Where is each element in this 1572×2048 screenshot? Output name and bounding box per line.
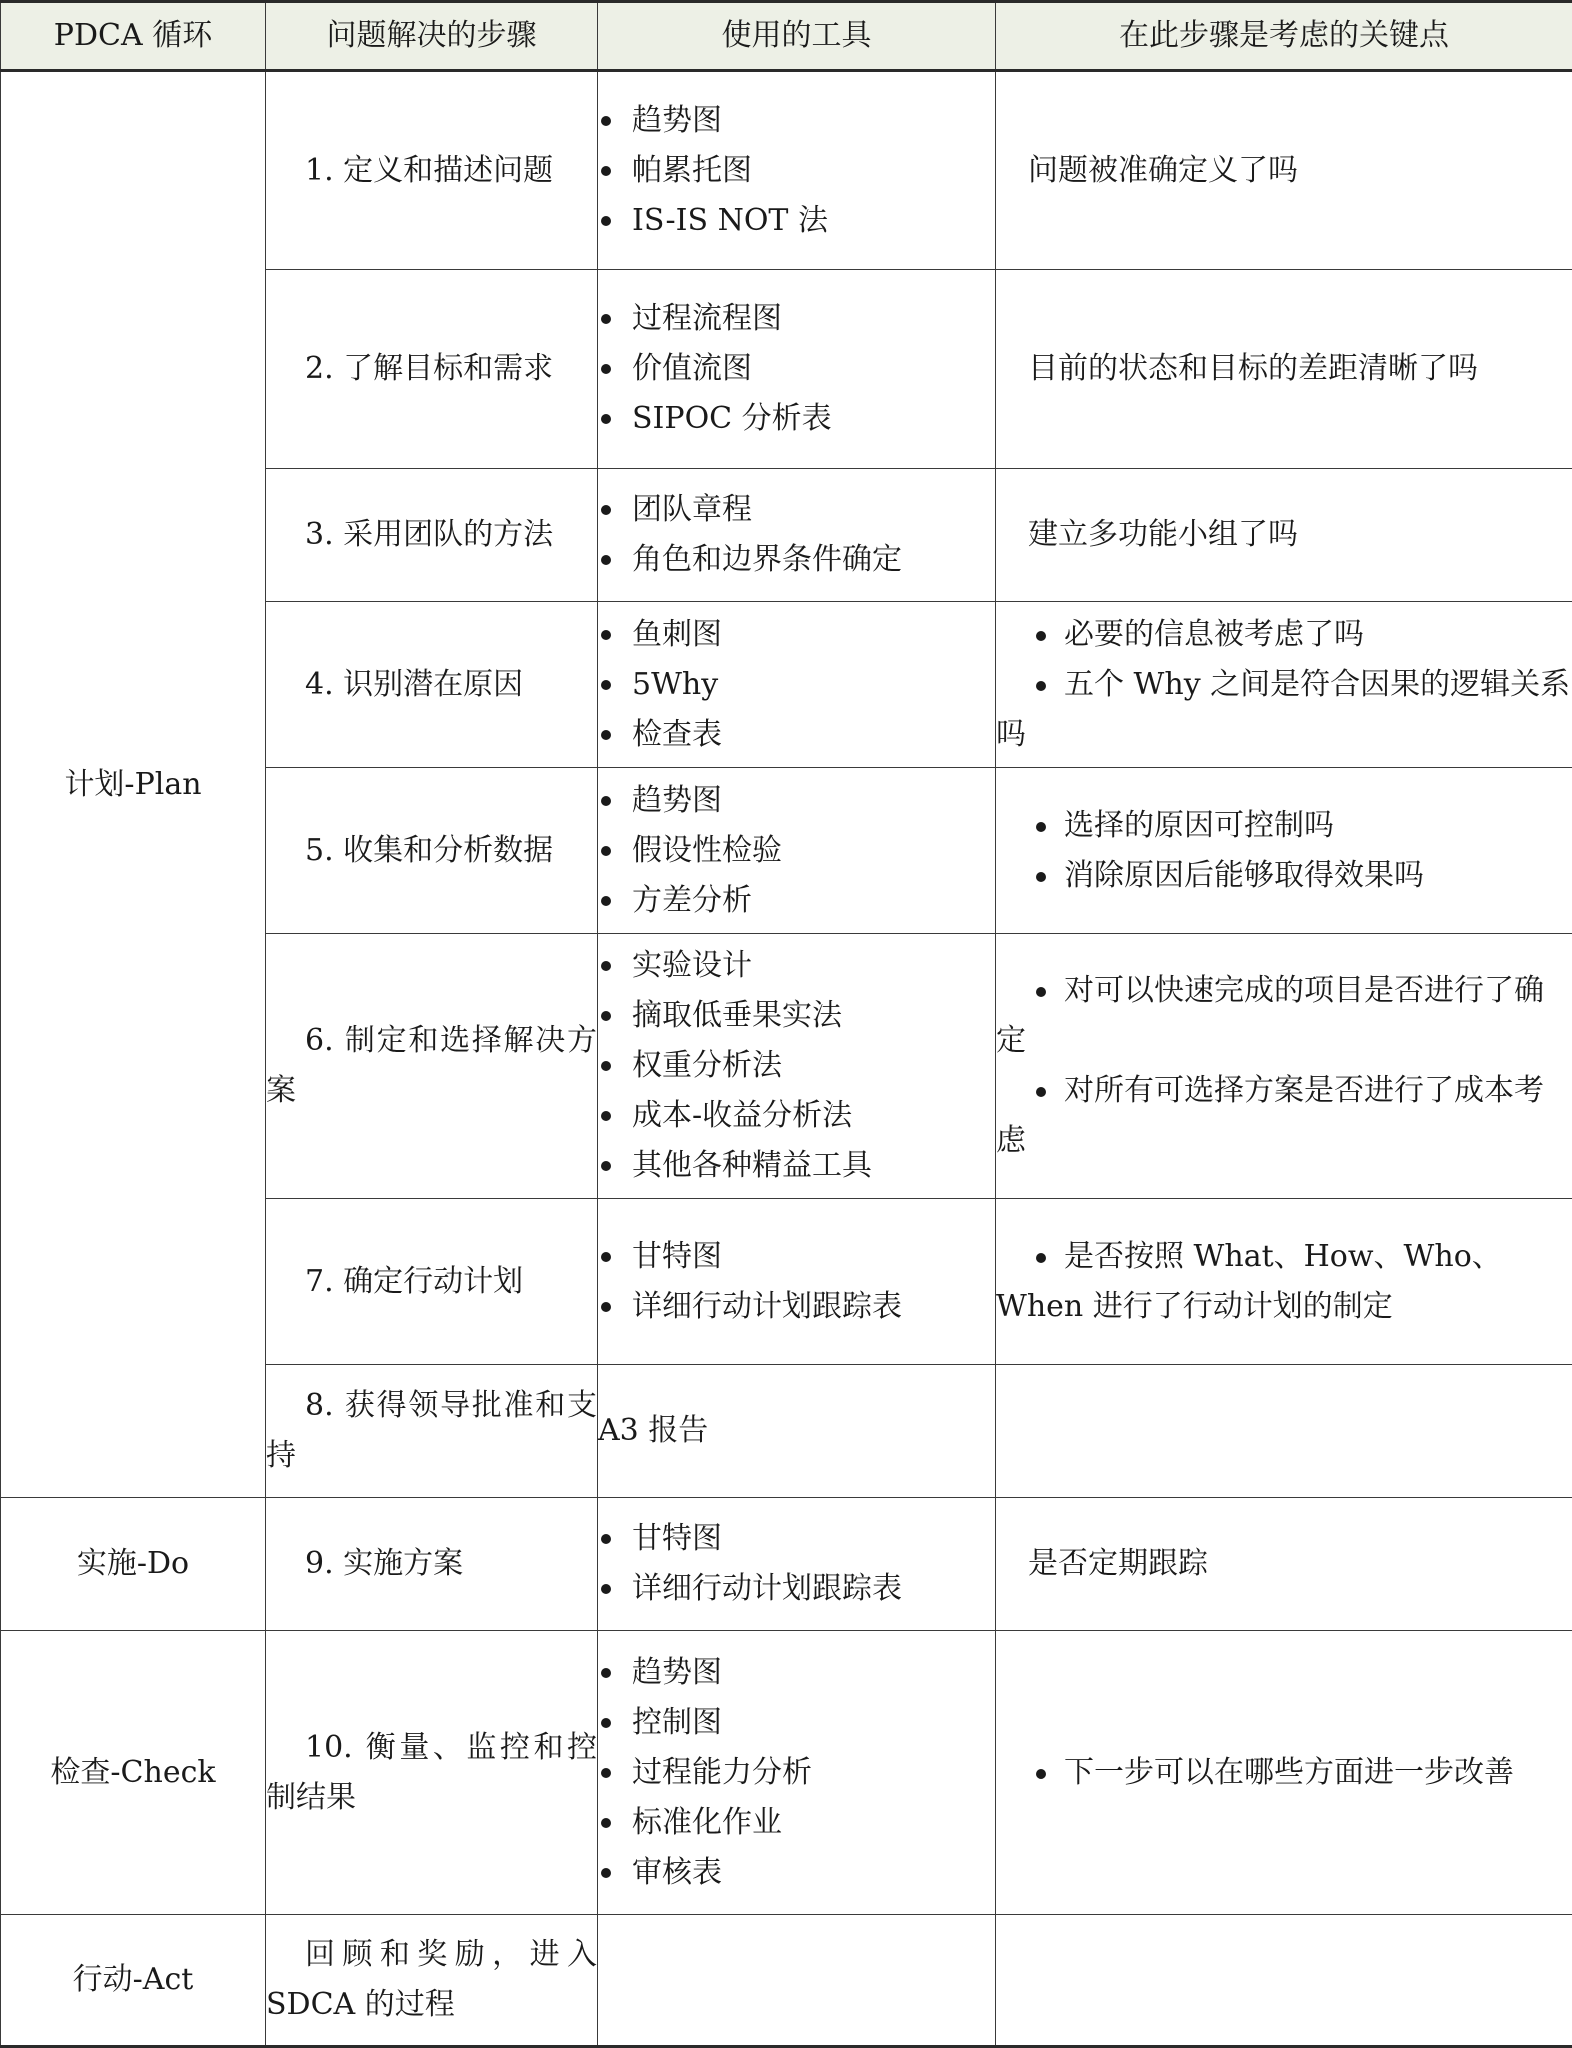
step-text: 9. 实施方案 [266, 1539, 597, 1589]
key-point-item [996, 966, 1572, 1066]
tools-cell [598, 1365, 996, 1498]
step-text: 3. 采用团队的方法 [266, 510, 597, 560]
tool-item: 其他各种精益工具 [598, 1141, 995, 1191]
step-cell [266, 270, 598, 469]
tool-item: 甘特图 [598, 1232, 995, 1282]
keys-cell [996, 934, 1572, 1199]
keys-cell [996, 1631, 1572, 1915]
tool-item: 甘特图 [598, 1514, 995, 1564]
phase-do-label: 实施-Do [77, 1546, 189, 1581]
tool-item: 假设性检验 [598, 826, 995, 876]
phase-plan-cell [1, 71, 266, 1498]
table-row [1, 1631, 1572, 1915]
tools-cell [598, 934, 996, 1199]
keys-cell [996, 469, 1572, 602]
keys-cell [996, 1915, 1572, 2047]
header-tools-used: 使用的工具 [598, 2, 996, 71]
tool-item: 团队章程 [598, 485, 995, 535]
tools-cell [598, 1199, 996, 1365]
tool-item: 方差分析 [598, 876, 995, 926]
tools-cell [598, 768, 996, 934]
tools-cell [598, 602, 996, 768]
keys-cell [996, 602, 1572, 768]
tools-cell [598, 1915, 996, 2047]
tool-item: 详细行动计划跟踪表 [598, 1564, 995, 1614]
key-point-item [996, 610, 1572, 660]
key-point-text: 下一步可以在哪些方面进一步改善 [1064, 1755, 1514, 1790]
key-point-item [996, 801, 1572, 851]
header-row [1, 2, 1572, 71]
tools-cell [598, 469, 996, 602]
tool-item: 摘取低垂果实法 [598, 991, 995, 1041]
tools-list [598, 96, 995, 246]
step-cell [266, 1631, 598, 1915]
tool-item: 过程流程图 [598, 294, 995, 344]
keys-cell [996, 270, 1572, 469]
step-text: 回顾和奖励，进入 SDCA 的过程 [266, 1930, 597, 2030]
step-text: 8. 获得领导批准和支持 [266, 1381, 597, 1481]
header-key-points: 在此步骤是考虑的关键点 [996, 2, 1572, 71]
tool-item: 实验设计 [598, 941, 995, 991]
step-cell [266, 71, 598, 270]
phase-plan-label: 计划-Plan [64, 767, 201, 802]
step-cell [266, 1498, 598, 1631]
tool-item: 趋势图 [598, 96, 995, 146]
step-text: 10. 衡量、监控和控制结果 [266, 1723, 597, 1823]
bullet-icon [1036, 987, 1046, 997]
key-point-item [996, 660, 1572, 760]
bullet-icon [1036, 872, 1046, 882]
bullet-icon [1036, 681, 1046, 691]
step-cell [266, 768, 598, 934]
tool-item: 成本-收益分析法 [598, 1091, 995, 1141]
tool-item: 趋势图 [598, 776, 995, 826]
key-point-item [996, 1066, 1572, 1166]
table-row [1, 1915, 1572, 2047]
header-problem-solving-steps: 问题解决的步骤 [266, 2, 598, 71]
phase-do-cell [1, 1498, 266, 1631]
tool-item: 趋势图 [598, 1648, 995, 1698]
tool-item: SIPOC 分析表 [598, 394, 995, 444]
header-pdca-cycle: PDCA 循环 [1, 2, 266, 71]
keys-cell [996, 1365, 1572, 1498]
tools-list [598, 1232, 995, 1332]
tools-cell [598, 270, 996, 469]
tool-item: 过程能力分析 [598, 1748, 995, 1798]
tool-item: IS-IS NOT 法 [598, 196, 995, 246]
phase-act-cell [1, 1915, 266, 2047]
step-text: 7. 确定行动计划 [266, 1257, 597, 1307]
key-point-text: 对可以快速完成的项目是否进行了确定 [996, 973, 1544, 1058]
step-cell [266, 602, 598, 768]
step-cell [266, 1199, 598, 1365]
tool-item: 角色和边界条件确定 [598, 535, 995, 585]
keys-cell [996, 71, 1572, 270]
key-point-item [996, 851, 1572, 901]
tools-list [598, 776, 995, 926]
bullet-icon [1036, 1769, 1046, 1779]
tools-list [598, 941, 995, 1191]
step-text: 4. 识别潜在原因 [266, 660, 597, 710]
key-point-text: 必要的信息被考虑了吗 [1064, 617, 1364, 652]
bullet-icon [1036, 1087, 1046, 1097]
bullet-icon [1036, 1253, 1046, 1263]
tool-item: 价值流图 [598, 344, 995, 394]
key-point-text: 对所有可选择方案是否进行了成本考虑 [996, 1073, 1544, 1158]
tool-item: 控制图 [598, 1698, 995, 1748]
key-point-text: 消除原因后能够取得效果吗 [1064, 858, 1424, 893]
tools-list [598, 1648, 995, 1898]
tool-item: 检查表 [598, 710, 995, 760]
tool-item: 帕累托图 [598, 146, 995, 196]
phase-act-label: 行动-Act [73, 1962, 194, 1997]
tool-item: 审核表 [598, 1848, 995, 1898]
phase-check-cell [1, 1631, 266, 1915]
keys-cell [996, 1199, 1572, 1365]
key-point-text: 选择的原因可控制吗 [1064, 808, 1334, 843]
tools-list [598, 485, 995, 585]
tool-item: 鱼刺图 [598, 610, 995, 660]
step-cell [266, 1915, 598, 2047]
table-row [1, 1498, 1572, 1631]
tool-item: 详细行动计划跟踪表 [598, 1282, 995, 1332]
tools-list [598, 610, 995, 760]
key-point-item [996, 1232, 1572, 1332]
tools-list [598, 1514, 995, 1614]
tools-cell [598, 1498, 996, 1631]
step-cell [266, 934, 598, 1199]
phase-check-label: 检查-Check [50, 1755, 215, 1790]
bullet-icon [1036, 822, 1046, 832]
tools-list [598, 294, 995, 444]
key-point-text: 是否定期跟踪 [996, 1539, 1572, 1589]
step-cell [266, 1365, 598, 1498]
step-text: 2. 了解目标和需求 [266, 344, 597, 394]
tool-item: 标准化作业 [598, 1798, 995, 1848]
keys-cell [996, 1498, 1572, 1631]
key-point-text: 是否按照 What、How、Who、When 进行了行动计划的制定 [996, 1239, 1502, 1324]
key-point-text: 目前的状态和目标的差距清晰了吗 [996, 344, 1572, 394]
key-point-text: 建立多功能小组了吗 [996, 510, 1572, 560]
step-cell [266, 469, 598, 602]
tools-cell [598, 71, 996, 270]
tool-item: 5Why [598, 660, 995, 710]
table-row [1, 71, 1572, 270]
key-point-text: 问题被准确定义了吗 [996, 146, 1572, 196]
step-text: 1. 定义和描述问题 [266, 146, 597, 196]
key-point-item [996, 1748, 1572, 1798]
tool-text: A3 报告 [598, 1406, 995, 1456]
key-point-text: 五个 Why 之间是符合因果的逻辑关系吗 [996, 667, 1570, 752]
step-text: 5. 收集和分析数据 [266, 826, 597, 876]
tool-item: 权重分析法 [598, 1041, 995, 1091]
bullet-icon [1036, 631, 1046, 641]
step-text: 6. 制定和选择解决方案 [266, 1016, 597, 1116]
tools-cell [598, 1631, 996, 1915]
keys-cell [996, 768, 1572, 934]
